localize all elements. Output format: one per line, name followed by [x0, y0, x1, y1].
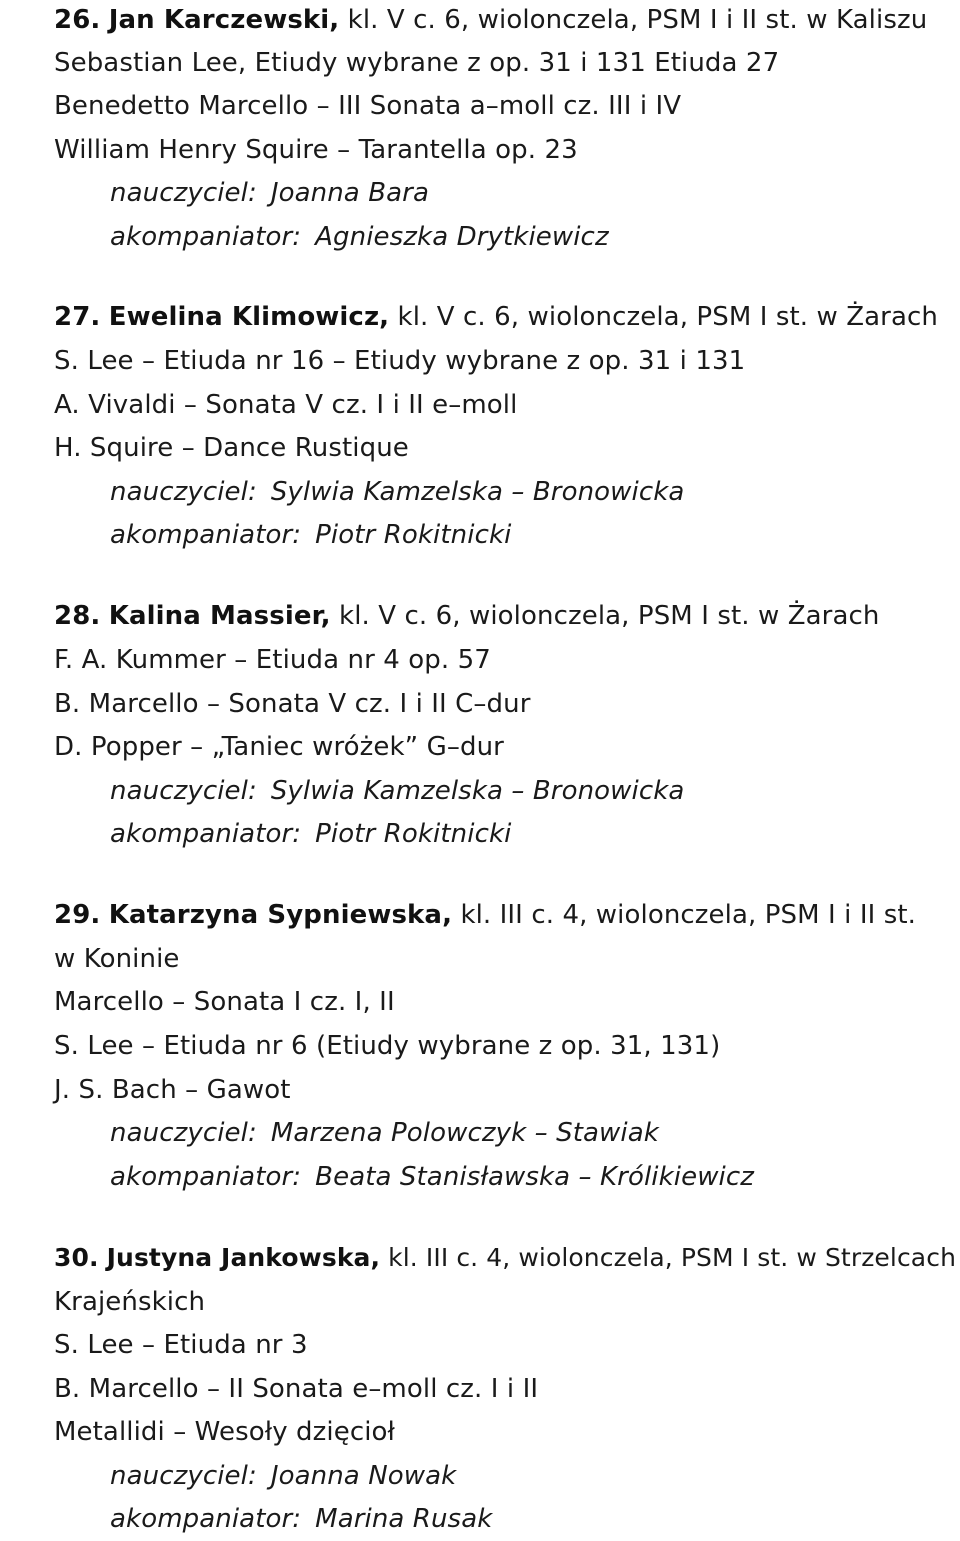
teacher-name: Marzena Polowczyk – Stawiak [270, 1118, 659, 1148]
performer-name: Jan Karczewski, [108, 5, 340, 35]
accompanist-label: akompaniator: [110, 819, 302, 849]
piece-2: A. Vivaldi – Sonata V cz. I i II e–moll [54, 390, 518, 420]
performer-name: Kalina Massier, [108, 601, 331, 631]
performer-name: Katarzyna Sypniewska, [108, 900, 453, 930]
performer-details-cont: w Koninie [54, 944, 180, 974]
entry-header [54, 295, 938, 339]
teacher-name: Sylwia Kamzelska – Bronowicka [270, 776, 685, 806]
piece-3: J. S. Bach – Gawot [54, 1075, 291, 1105]
accompanist-line [110, 812, 511, 856]
performer-details: kl. V c. 6, wiolonczela, PSM I i II st. w Kaliszu [347, 5, 928, 35]
piece-3: D. Popper – „Taniec wróżek” G–dur [54, 732, 504, 762]
teacher-name: Sylwia Kamzelska – Bronowicka [270, 477, 685, 507]
teacher-label: nauczyciel: [110, 477, 257, 507]
accompanist-line [110, 1155, 754, 1199]
teacher-label: nauczyciel: [110, 178, 257, 208]
piece-2: B. Marcello – II Sonata e–moll cz. I i II [54, 1374, 539, 1404]
accompanist-name: Marina Rusak [315, 1504, 493, 1534]
accompanist-name: Piotr Rokitnicki [315, 819, 512, 849]
entry-header [54, 1236, 956, 1280]
teacher-name: Joanna Bara [270, 178, 429, 208]
accompanist-name: Piotr Rokitnicki [315, 520, 512, 550]
performer-details: kl. III c. 4, wiolonczela, PSM I st. w Strzelcach [388, 1243, 957, 1272]
performer-details: kl. V c. 6, wiolonczela, PSM I st. w Żarach [397, 302, 938, 332]
piece-2: B. Marcello – Sonata V cz. I i II C–dur [54, 689, 531, 719]
entry-number: 29. [54, 900, 101, 930]
teacher-line [110, 171, 429, 215]
accompanist-label: akompaniator: [110, 222, 302, 252]
accompanist-label: akompaniator: [110, 520, 302, 550]
teacher-label: nauczyciel: [110, 1461, 257, 1491]
performer-details-cont: Krajeńskich [54, 1287, 206, 1317]
piece-1: S. Lee – Etiuda nr 16 – Etiudy wybrane z op. 31 i 131 [54, 346, 746, 376]
piece-3: H. Squire – Dance Rustique [54, 433, 409, 463]
accompanist-line [110, 1497, 492, 1541]
accompanist-label: akompaniator: [110, 1162, 302, 1192]
accompanist-label: akompaniator: [110, 1504, 302, 1534]
entry-header [54, 594, 879, 638]
accompanist-line [110, 513, 511, 557]
accompanist-name: Agnieszka Drytkiewicz [315, 222, 609, 252]
piece-2: S. Lee – Etiuda nr 6 (Etiudy wybrane z op. 31, 131) [54, 1031, 721, 1061]
performer-details: kl. III c. 4, wiolonczela, PSM I i II st. [460, 900, 917, 930]
teacher-line [110, 1454, 456, 1498]
accompanist-name: Beata Stanisławska – Królikiewicz [315, 1162, 755, 1192]
teacher-name: Joanna Nowak [270, 1461, 457, 1491]
teacher-label: nauczyciel: [110, 776, 257, 806]
performer-name: Justyna Jankowska, [106, 1243, 381, 1272]
entry-number: 28. [54, 601, 101, 631]
entry-header [54, 893, 916, 937]
teacher-label: nauczyciel: [110, 1118, 257, 1148]
entry-number: 27. [54, 302, 101, 332]
piece-3: William Henry Squire – Tarantella op. 23 [54, 135, 578, 165]
piece-3: Metallidi – Wesoły dzięcioł [54, 1417, 396, 1447]
teacher-line [110, 1111, 659, 1155]
piece-1: S. Lee – Etiuda nr 3 [54, 1330, 308, 1360]
performer-name: Ewelina Klimowicz, [108, 302, 390, 332]
piece-2: Benedetto Marcello – III Sonata a–moll cz. III i IV [54, 91, 682, 121]
entry-header [54, 0, 927, 42]
piece-1: Sebastian Lee, Etiudy wybrane z op. 31 i 131 Etiuda 27 [54, 48, 780, 78]
teacher-line [110, 769, 684, 813]
teacher-line [110, 470, 684, 514]
entry-number: 30. [54, 1243, 99, 1272]
accompanist-line [110, 215, 609, 259]
piece-1: Marcello – Sonata I cz. I, II [54, 987, 395, 1017]
entry-number: 26. [54, 5, 101, 35]
piece-1: F. A. Kummer – Etiuda nr 4 op. 57 [54, 645, 491, 675]
performer-details: kl. V c. 6, wiolonczela, PSM I st. w Żarach [339, 601, 880, 631]
